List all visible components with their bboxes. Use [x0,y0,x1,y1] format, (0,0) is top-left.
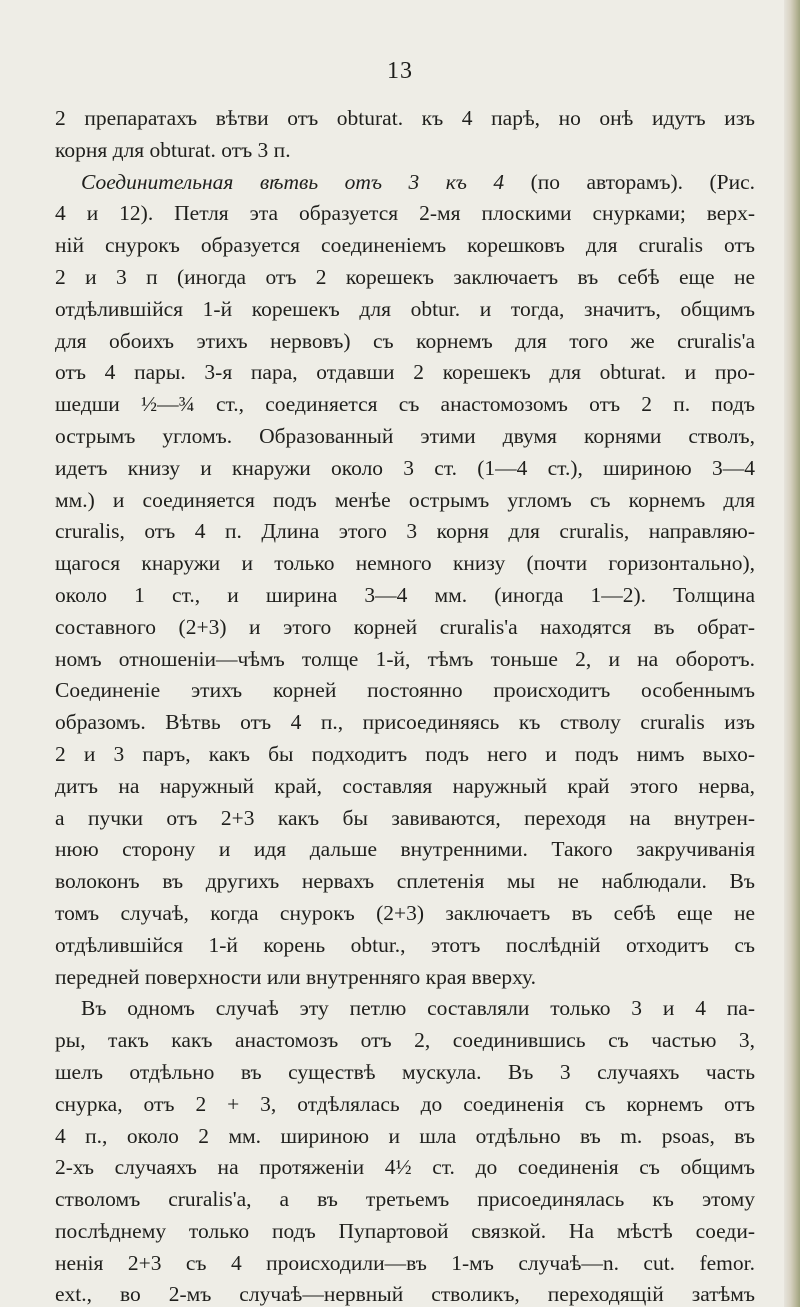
text-line: дитъ на наружный край, составляя наружный край этого нерва, [55,773,755,798]
text-line: 2 препаратахъ вѣтви отъ obturat. къ 4 парѣ, но онѣ идутъ изъ [55,106,755,130]
text-line: Въ одномъ случаѣ эту петлю составляли только 3 и 4 па- [81,996,755,1021]
text-line: нюю сторону и идя дальше внутренними. Такого закручиванія [55,837,755,862]
text-line: для обоихъ этихъ нервовъ) съ корнемъ для того же cruralis'a [55,328,755,353]
text-line: идетъ книзу и кнаружи около 3 ст. (1—4 ст.), шириною 3—4 [55,455,755,480]
text-line: отдѣлившійся 1-й корень obtur., этотъ послѣдній отходитъ съ [55,932,755,957]
section-heading-line: Соединительная вѣтвь отъ 3 къ 4 (по авторамъ). (Рис. [81,169,755,194]
text-line: 4 п., около 2 мм. шириною и шла отдѣльно въ m. psoas, въ [55,1123,755,1148]
text-line: шедши ½—¾ ст., соединяется съ анастомозомъ отъ 2 п. подъ [55,392,755,417]
body-text [55,103,755,1307]
text-line: отъ 4 пары. 3-я пара, отдавши 2 корешекъ для obturat. и про- [55,360,755,385]
text-line: 2-хъ случаяхъ на протяженіи 4½ ст. до соединенія съ общимъ [55,1155,755,1180]
text-line: ненія 2+3 съ 4 происходили—въ 1-мъ случаѣ—n. cut. femor. [55,1250,755,1275]
text-line: а пучки отъ 2+3 какъ бы завиваются, переходя на внутрен- [55,805,755,830]
text-line: щагося кнаружи и только немного книзу (почти горизонтально), [55,551,755,576]
text-line: 2 и 3 паръ, какъ бы подходитъ подъ него и подъ нимъ выхо- [55,741,755,766]
text-line: томъ случаѣ, когда снурокъ (2+3) заключаетъ въ себѣ еще не [55,900,755,925]
text-line: мм.) и соединяется подъ менѣе острымъ угломъ съ корнемъ для [55,487,755,512]
text-line: cruralis, отъ 4 п. Длина этого 3 корня для cruralis, направляю- [55,519,755,544]
text-line: ext., во 2-мъ случаѣ—нервный стволикъ, переходящій затѣмъ [55,1282,755,1307]
text-line: номъ отношеніи—чѣмъ толще 1-й, тѣмъ тоньше 2, и на оборотъ. [55,646,755,671]
text-line: корня для obturat. отъ 3 п. [55,137,291,162]
section-heading-italic: Соединительная вѣтвь отъ 3 къ 4 [81,169,505,194]
text-line: волоконъ въ другихъ нервахъ сплетенія мы не наблюдали. Въ [55,869,755,894]
text-line: Соединеніе этихъ корней постоянно происходитъ особеннымъ [55,678,755,703]
text-line: ній снурокъ образуется соединеніемъ корешковъ для cruralis отъ [55,233,755,258]
text-line: острымъ угломъ. Образованный этими двумя корнями стволъ, [55,423,755,448]
text-line: передней поверхности или внутренняго края вверху. [55,964,537,989]
text-line: 2 и 3 п (иногда отъ 2 корешекъ заключаетъ въ себѣ еще не [55,264,755,289]
page-edge-shadow [784,0,800,1307]
text-line: снурка, отъ 2 + 3, отдѣлялась до соединенія съ корнемъ отъ [55,1091,755,1116]
text-line: послѣднему только подъ Пупартовой связкой. На мѣстѣ соеди- [55,1218,755,1243]
text-line: шелъ отдѣльно въ существѣ мускула. Въ 3 случаяхъ часть [55,1059,755,1084]
page-number: 13 [387,58,413,84]
text-line: составного (2+3) и этого корней cruralis'a находятся въ обрат- [55,614,755,639]
text-line: 4 и 12). Петля эта образуется 2-мя плоскими снурками; верх- [55,201,755,226]
text-line: отдѣлившійся 1-й корешекъ для obtur. и тогда, значитъ, общимъ [55,296,755,321]
text-line: ры, такъ какъ анастомозъ отъ 2, соединившись съ частью 3, [55,1028,755,1053]
text-line: стволомъ cruralis'a, а въ третьемъ присоединялась къ этому [55,1187,755,1212]
text-line: около 1 ст., и ширина 3—4 мм. (иногда 1—2). Толщина [55,582,755,607]
text-line: образомъ. Вѣтвь отъ 4 п., присоединяясь къ стволу cruralis изъ [55,710,755,735]
